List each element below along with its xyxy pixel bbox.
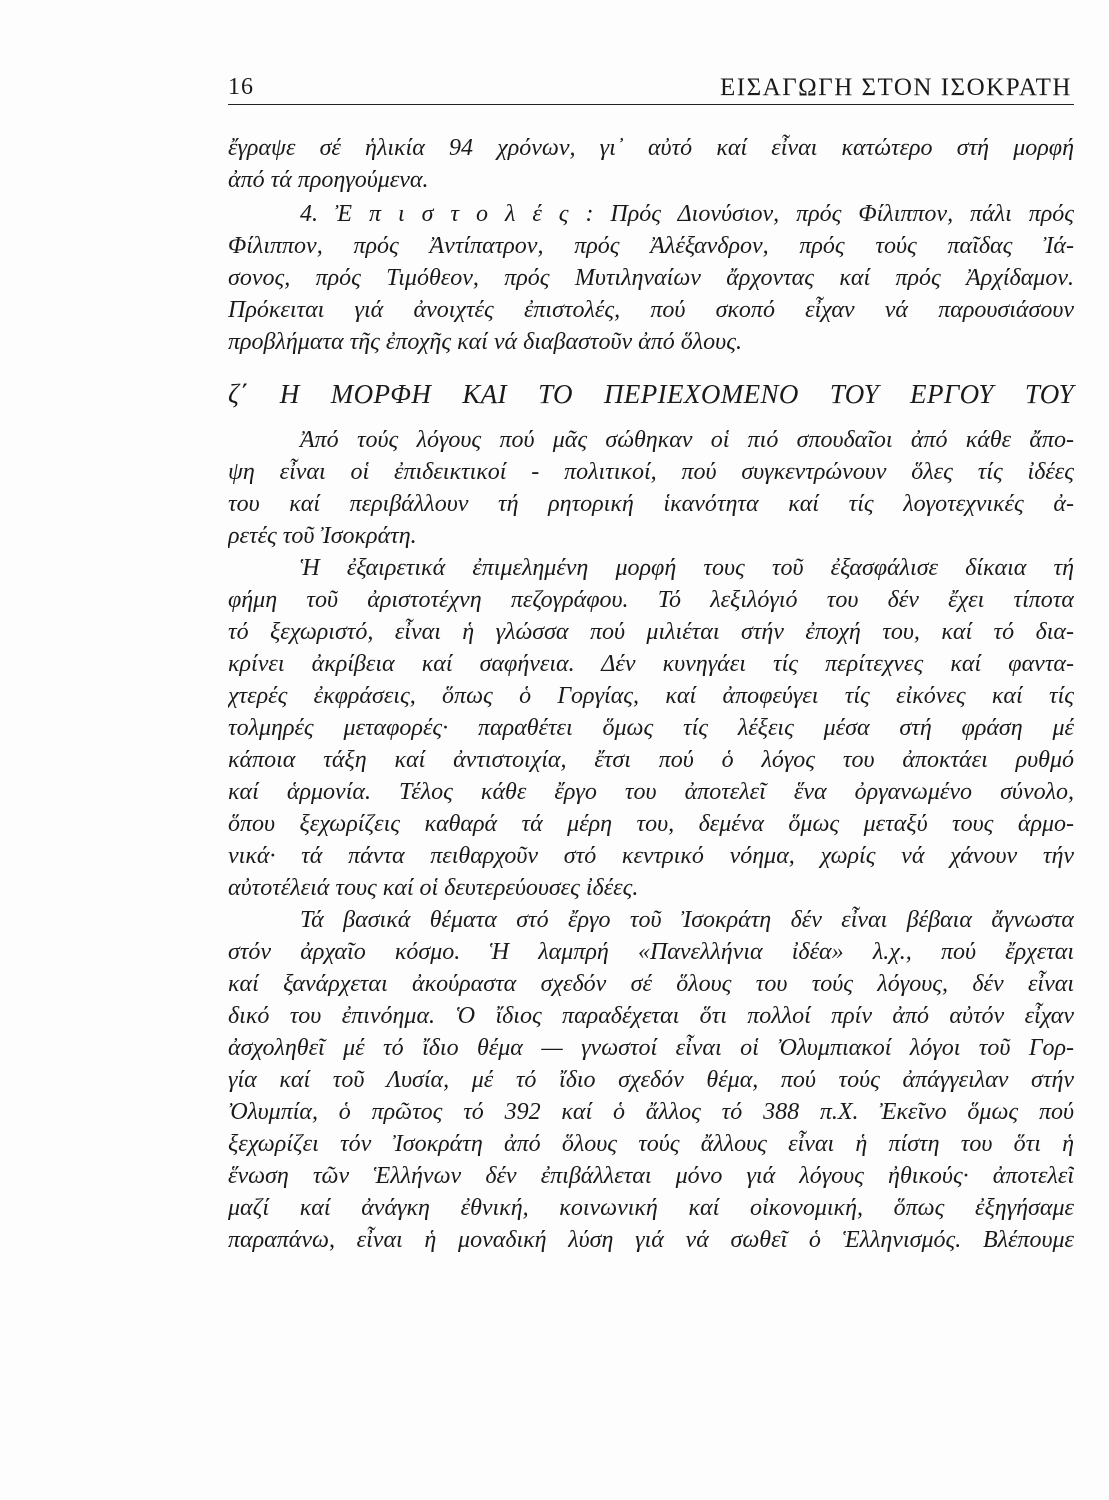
text-line: ψη εἶναι οἱ ἐπιδεικτικοί - πολιτικοί, πού συγκεντρώνουν ὅλες τίς ἰδέες — [228, 459, 1074, 485]
text-line: ὅπου ξεχωρίζεις καθαρά τά μέρη του, δεμένα ὅμως μεταξύ τους ἁρμο- — [228, 811, 1074, 837]
running-header — [228, 70, 1074, 104]
text-line: καί ἁρμονία. Τέλος κάθε ἔργο του ἀποτελεῖ ἕνα ὀργανωμένο σύνολο, — [228, 779, 1074, 805]
text-line: Πρόκειται γιά ἀνοιχτές ἐπιστολές, πού σκοπό εἶχαν νά παρουσιάσουν — [228, 297, 1074, 323]
text-line: ἔγραψε σέ ἡλικία 94 χρόνων, γι᾽ αὐτό καί εἶναι κατώτερο στή μορφή — [228, 135, 1074, 161]
section-heading: ζ΄ Η ΜΟΡΦΗ ΚΑΙ ΤΟ ΠΕΡΙΕΧΟΜΕΝΟ ΤΟΥ ΕΡΓΟΥ ΤΟΥ — [228, 379, 1074, 409]
text-line: Ἡ ἐξαιρετικά ἐπιμελημένη μορφή τους τοῦ ἐξασφάλισε δίκαια τή — [300, 555, 1074, 581]
text-line: 4. Ἐ π ι σ τ ο λ έ ς : Πρός Διονύσιον, πρός Φίλιππον, πάλι πρός — [300, 201, 1074, 227]
text-line: χτερές ἐκφράσεις, ὅπως ὁ Γοργίας, καί ἀποφεύγει τίς εἰκόνες καί τίς — [228, 683, 1074, 709]
text-line: μαζί καί ἀνάγκη ἐθνική, κοινωνική καί οἰκονομική, ὅπως ἐξηγήσαμε — [228, 1195, 1074, 1221]
text-line: Φίλιππον, πρός Ἀντίπατρον, πρός Ἀλέξανδρον, πρός τούς παῖδας Ἰά- — [228, 233, 1074, 259]
text-line: νικά· τά πάντα πειθαρχοῦν στό κεντρικό νόημα, χωρίς νά χάνουν τήν — [228, 843, 1074, 869]
text-line: καί ξανάρχεται ἀκούραστα σχεδόν σέ ὅλους του τούς λόγους, δέν εἶναι — [228, 971, 1074, 997]
text-line: στόν ἀρχαῖο κόσμο. Ἡ λαμπρή «Πανελλήνια ἰδέα» λ.χ., πού ἔρχεται — [228, 939, 1074, 965]
text-line: Τά βασικά θέματα στό ἔργο τοῦ Ἰσοκράτη δέν εἶναι βέβαια ἄγνωστα — [300, 907, 1074, 933]
text-line: ἀπό τά προηγούμενα. — [228, 167, 429, 193]
text-line: ἀσχοληθεῖ μέ τό ἴδιο θέμα — γνωστοί εἶναι οἱ Ὀλυμπιακοί λόγοι τοῦ Γορ- — [228, 1035, 1074, 1061]
text-line: ἕνωση τῶν Ἑλλήνων δέν ἐπιβάλλεται μόνο γιά λόγους ἠθικούς· ἀποτελεῖ — [228, 1163, 1074, 1189]
text-line: Ἀπό τούς λόγους πού μᾶς σώθηκαν οἱ πιό σπουδαῖοι ἀπό κάθε ἄπο- — [300, 427, 1074, 453]
text-line: κάποια τάξη καί ἀντιστοιχία, ἔτσι πού ὁ λόγος του ἀποκτάει ρυθμό — [228, 747, 1074, 773]
running-title: ΕΙΣΑΓΩΓΗ ΣΤΟΝ ΙΣΟΚΡΑΤΗ — [720, 74, 1072, 101]
page-number: 16 — [228, 74, 254, 100]
body-text — [228, 132, 1074, 1256]
text-line: τό ξεχωριστό, εἶναι ἡ γλώσσα πού μιλιέται στήν ἐποχή του, καί τό δια- — [228, 619, 1074, 645]
paragraph-1 — [228, 424, 1074, 552]
paragraph-3 — [228, 904, 1074, 1256]
text-line: κρίνει ἀκρίβεια καί σαφήνεια. Δέν κυνηγάει τίς περίτεχνες καί φαντα- — [228, 651, 1074, 677]
text-line: παραπάνω, εἶναι ἡ μοναδική λύση γιά νά σωθεῖ ὁ Ἑλληνισμός. Βλέπουμε — [228, 1227, 1074, 1253]
text-line: τολμηρές μεταφορές· παραθέτει ὅμως τίς λέξεις μέσα στή φράση μέ — [228, 715, 1074, 741]
text-line: Ὀλυμπία, ὁ πρῶτος τό 392 καί ὁ ἄλλος τό 388 π.Χ. Ἐκεῖνο ὅμως πού — [228, 1099, 1074, 1125]
text-line: αὐτοτέλειά τους καί οἱ δευτερεύουσες ἰδέες. — [228, 875, 639, 901]
item-4-epistles — [228, 198, 1074, 358]
paragraph-2 — [228, 552, 1074, 904]
text-line: φήμη τοῦ ἀριστοτέχνη πεζογράφου. Τό λεξιλόγιό του δέν ἔχει τίποτα — [228, 587, 1074, 613]
text-line: ρετές τοῦ Ἰσοκράτη. — [228, 523, 417, 549]
text-line: σονος, πρός Τιμόθεον, πρός Μυτιληναίων ἄρχοντας καί πρός Ἀρχίδαμον. — [228, 265, 1074, 291]
header-rule — [228, 104, 1074, 105]
text-line: του καί περιβάλλουν τή ρητορική ἱκανότητα καί τίς λογοτεχνικές ἀ- — [228, 491, 1074, 517]
text-line: προβλήματα τῆς ἐποχῆς καί νά διαβαστοῦν ἀπό ὅλους. — [228, 329, 742, 355]
text-line: δικό του ἐπινόημα. Ὁ ἴδιος παραδέχεται ὅτι πολλοί πρίν ἀπό αὐτόν εἶχαν — [228, 1003, 1074, 1029]
intro-paragraph — [228, 132, 1074, 196]
text-line: ξεχωρίζει τόν Ἰσοκράτη ἀπό ὅλους τούς ἄλλους εἶναι ἡ πίστη του ὅτι ἡ — [228, 1131, 1074, 1157]
text-line: γία καί τοῦ Λυσία, μέ τό ἴδιο σχεδόν θέμα, πού τούς ἀπάγγειλαν στήν — [228, 1067, 1074, 1093]
